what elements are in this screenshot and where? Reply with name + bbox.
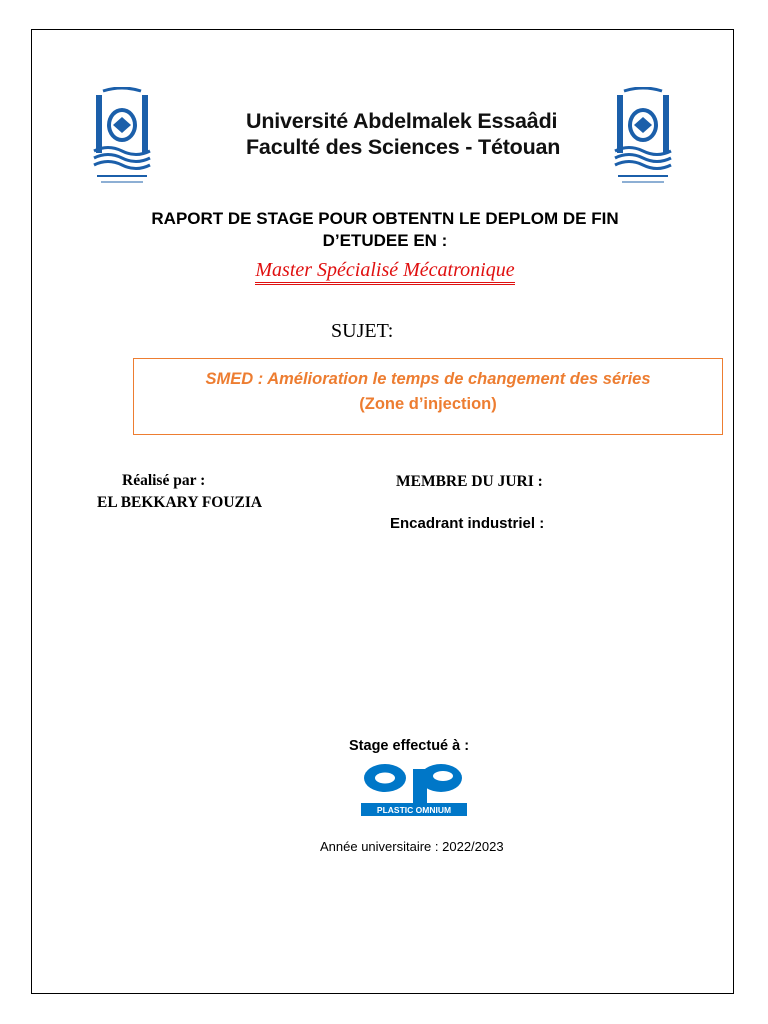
program-name-text: Master Spécialisé Mécatronique <box>255 259 514 285</box>
university-emblem-icon <box>91 87 153 187</box>
subject-label: SUJET: <box>331 320 394 342</box>
university-emblem-icon <box>612 87 674 187</box>
jury-label: MEMBRE DU JURI : <box>396 473 543 490</box>
report-title-line-1: RAPORT DE STAGE POUR OBTENTN LE DEPLOM DE FIN <box>151 209 619 228</box>
internship-label: Stage effectué à : <box>349 738 470 754</box>
subject-title: SMED : Amélioration le temps de changement des séries <box>205 370 651 388</box>
program-name <box>60 259 710 282</box>
author-name: EL BEKKARY FOUZIA <box>97 494 263 511</box>
company-logo-icon <box>361 759 467 817</box>
svg-text:PLASTIC OMNIUM: PLASTIC OMNIUM <box>376 805 452 815</box>
author-label: Réalisé par : <box>122 472 206 489</box>
subject-box <box>133 358 723 435</box>
faculty-name: Faculté des Sciences - Tétouan <box>246 135 561 159</box>
academic-year: Année universitaire : 2022/2023 <box>320 839 504 854</box>
report-title <box>60 208 710 252</box>
subject-zone: (Zone d’injection) <box>359 395 497 413</box>
supervisor-label: Encadrant industriel : <box>390 515 545 532</box>
university-name: Université Abdelmalek Essaâdi <box>246 109 558 133</box>
report-title-line-2: D’ETUDEE EN : <box>322 231 448 250</box>
